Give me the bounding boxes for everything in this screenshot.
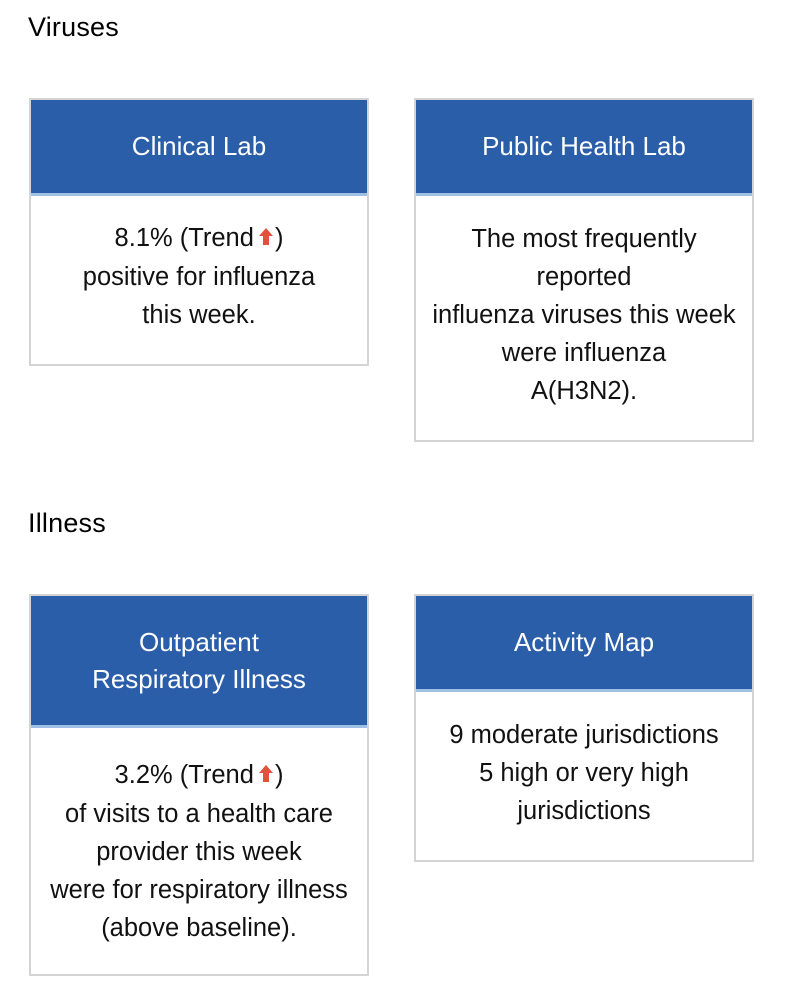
trend-label: (Trend bbox=[179, 761, 254, 789]
body-line: provider this week bbox=[96, 838, 302, 867]
body-line: 5 high or very high bbox=[479, 759, 689, 787]
body-line: positive for influenza bbox=[82, 263, 316, 292]
body-line: A(H3N2). bbox=[530, 377, 638, 405]
body-line: were for respiratory illness bbox=[50, 876, 348, 905]
card-body-public-health-lab bbox=[416, 196, 752, 410]
trend-close: ) bbox=[274, 761, 284, 789]
body-line: reported bbox=[536, 263, 632, 291]
card-body-clinical-lab bbox=[31, 196, 367, 334]
body-line: (above baseline). bbox=[101, 914, 297, 943]
arrow-up-icon bbox=[258, 220, 274, 258]
section-heading-viruses: Viruses bbox=[28, 12, 119, 42]
public-health-lab-card[interactable] bbox=[414, 98, 754, 442]
card-header-activity-map[interactable] bbox=[416, 596, 752, 692]
body-line: of visits to a health care bbox=[65, 800, 333, 829]
card-header-outpatient[interactable] bbox=[31, 596, 367, 728]
body-line: this week. bbox=[142, 301, 256, 330]
body-line: The most frequently bbox=[471, 225, 697, 253]
outpatient-respiratory-illness-card[interactable] bbox=[29, 594, 369, 976]
card-title: Activity Map bbox=[513, 627, 655, 657]
card-header-public-health-lab[interactable] bbox=[416, 100, 752, 196]
trend-label: (Trend bbox=[179, 224, 254, 252]
arrow-up-icon bbox=[258, 757, 274, 795]
body-line: were influenza bbox=[501, 339, 667, 367]
card-title: Public Health Lab bbox=[482, 131, 686, 161]
positivity-value: 8.1% bbox=[114, 224, 173, 252]
body-line: jurisdictions bbox=[517, 797, 651, 825]
trend-line bbox=[33, 219, 365, 258]
card-body-activity-map bbox=[416, 692, 752, 830]
card-title: Clinical Lab bbox=[131, 131, 267, 161]
activity-map-card[interactable] bbox=[414, 594, 754, 862]
card-title-line: Respiratory Illness bbox=[92, 663, 306, 694]
card-title-line: Outpatient bbox=[139, 626, 259, 657]
card-header-clinical-lab[interactable] bbox=[31, 100, 367, 196]
trend-line bbox=[33, 756, 365, 795]
section-heading-illness: Illness bbox=[28, 508, 106, 538]
clinical-lab-card[interactable] bbox=[29, 98, 369, 366]
body-line: influenza viruses this week bbox=[432, 301, 736, 329]
trend-close: ) bbox=[274, 224, 284, 252]
card-body-outpatient bbox=[31, 728, 367, 947]
visits-value: 3.2% bbox=[114, 761, 173, 789]
body-line: 9 moderate jurisdictions bbox=[449, 721, 719, 749]
